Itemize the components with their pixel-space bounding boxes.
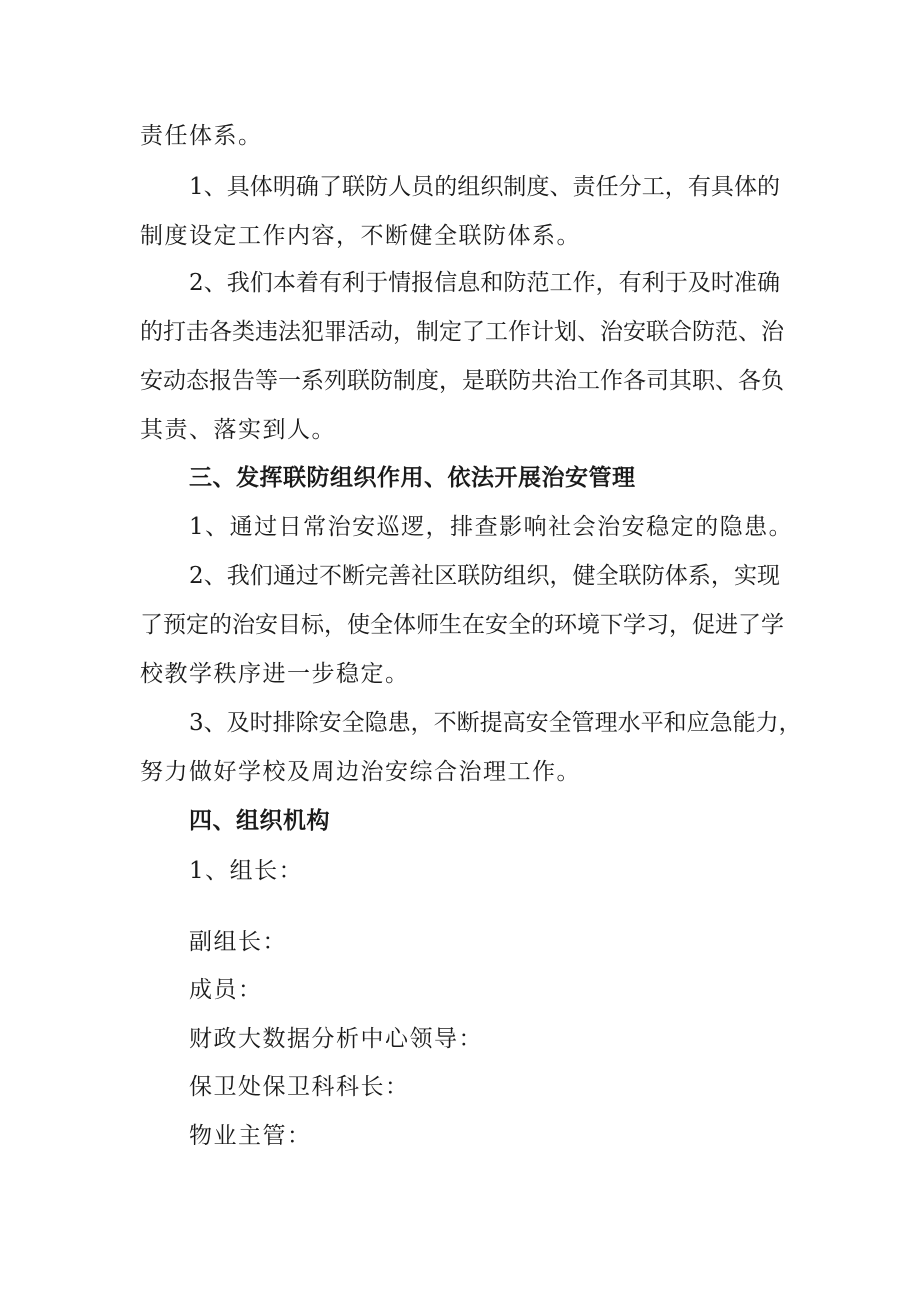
- paragraph-line: 2、我们通过不断完善社区联防组织，健全联防体系，实现: [189, 563, 780, 589]
- paragraph-line: 了预定的治安目标，使全体师生在安全的环境下学习，促进了学: [140, 612, 784, 638]
- paragraph-line: 1、具体明确了联防人员的组织制度、责任分工，有具体的: [189, 174, 780, 200]
- list-item: 副组长：: [189, 929, 287, 955]
- list-item: 1、组长：: [189, 858, 304, 884]
- list-item: 成员：: [189, 977, 263, 1003]
- paragraph-line: 3、及时排除安全隐患，不断提高安全管理水平和应急能力，: [189, 710, 802, 736]
- list-item: 物业主管：: [189, 1123, 312, 1149]
- section-heading: 四、组织机构: [189, 808, 330, 834]
- paragraph-line: 的打击各类违法犯罪活动，制定了工作计划、治安联合防范、治: [140, 319, 784, 345]
- paragraph-line: 安动态报告等一系列联防制度，是联防共治工作各司其职、各负: [140, 368, 784, 394]
- list-item: 保卫处保卫科科长：: [189, 1074, 410, 1100]
- list-item: 财政大数据分析中心领导：: [189, 1026, 483, 1052]
- text-line: 努力做好学校及周边治安综合治理工作。: [140, 759, 581, 785]
- text-line: 校教学秩序进一步稳定。: [140, 661, 410, 687]
- paragraph-line: 2、我们本着有利于情报信息和防范工作，有利于及时准确: [189, 270, 780, 296]
- text-line: 责任体系。: [140, 123, 263, 149]
- text-line: 1、通过日常治安巡逻，排查影响社会治安稳定的隐患。: [189, 514, 794, 540]
- text-line: 制度设定工作内容，不断健全联防体系。: [140, 223, 581, 249]
- section-heading: 三、发挥联防组织作用、依法开展治安管理: [189, 465, 636, 491]
- text-line: 其责、落实到人。: [140, 417, 336, 443]
